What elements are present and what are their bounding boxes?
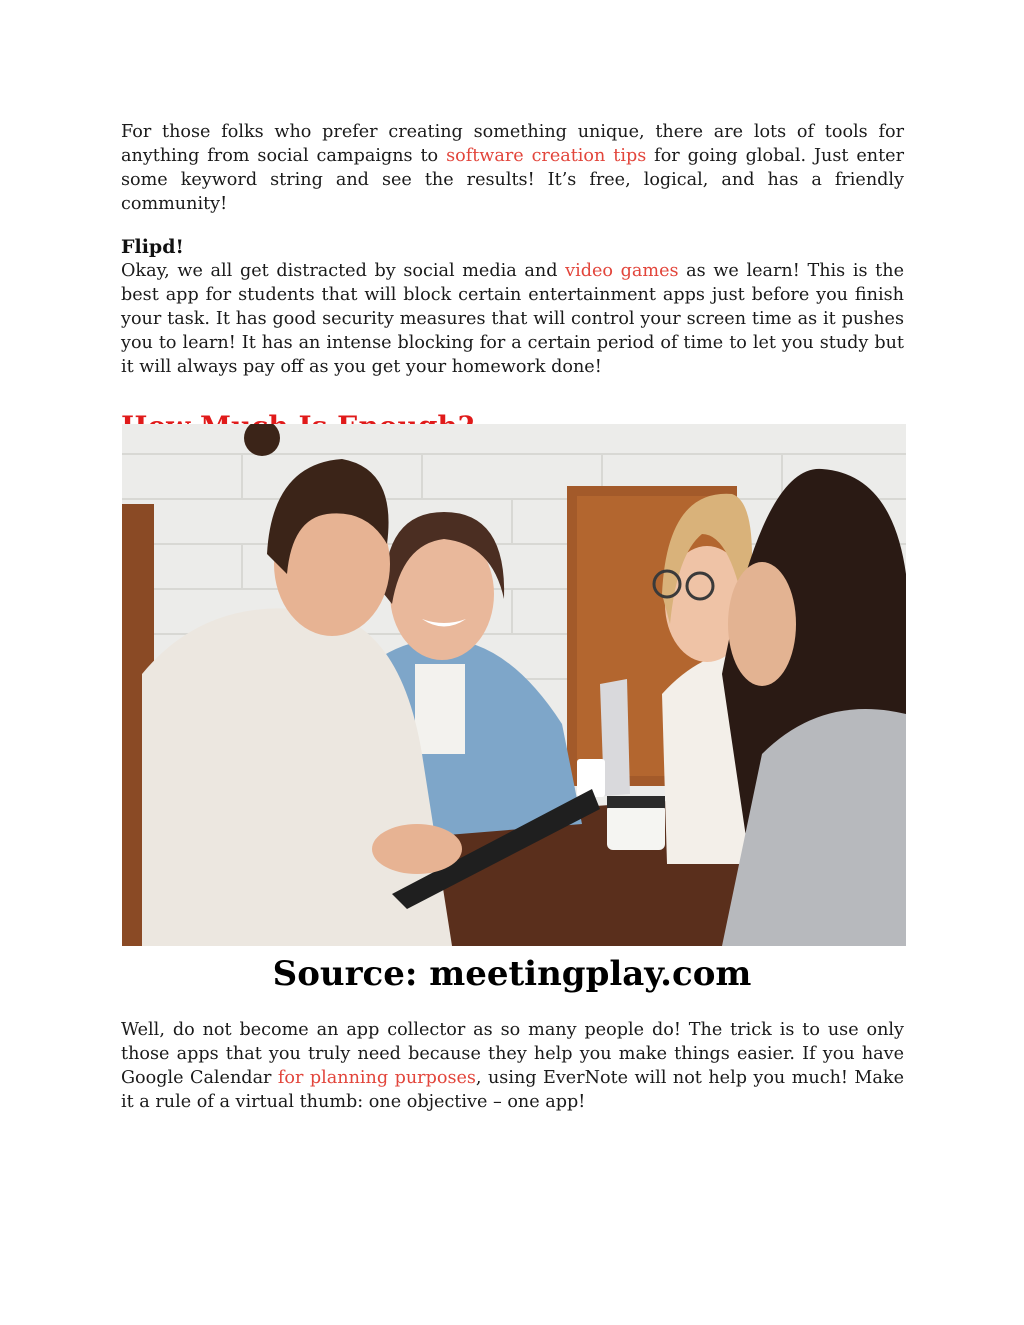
article-body (121, 120, 904, 453)
flipd-text-start: Okay, we all get distracted by social media and (121, 261, 566, 281)
students-photo (122, 424, 906, 946)
closing-text-start: Well, do not become an app collector as so many people do! The trick is to use only those apps that you truly need because they help you make things easier. If you have Google Calendar (121, 1020, 904, 1088)
intro-text-start: For those folks who prefer creating something unique, there are lots of tools for anything from social campaigns to (121, 122, 904, 166)
photo-caption: Source: meetingplay.com (272, 954, 752, 994)
closing-paragraph (121, 1018, 904, 1114)
flipd-heading: Flipd! (121, 236, 184, 258)
flipd-paragraph (121, 259, 904, 379)
closing-text-end: , using EverNote will not help you much! Make it a rule of a virtual thumb: one objective – one app! (121, 1068, 904, 1112)
video-games-link[interactable]: video games (565, 261, 679, 281)
intro-text-end: for going global. Just enter some keyword string and see the results! It’s free, logical, and has a friendly community! (121, 146, 905, 214)
flipd-text-end: as we learn! This is the best app for students that will block certain entertainment apps just before you finish your task. It has good security measures that will control your screen time as it pushes you to learn! It has an intense blocking for a certain period of time to let you study but it will always pay off as you get your homework done! (121, 261, 904, 377)
software-creation-tips-link[interactable]: software creation tips (446, 146, 647, 166)
closing-section (121, 1018, 904, 1114)
planning-purposes-link[interactable]: for planning purposes (277, 1068, 476, 1088)
intro-paragraph (121, 120, 904, 216)
